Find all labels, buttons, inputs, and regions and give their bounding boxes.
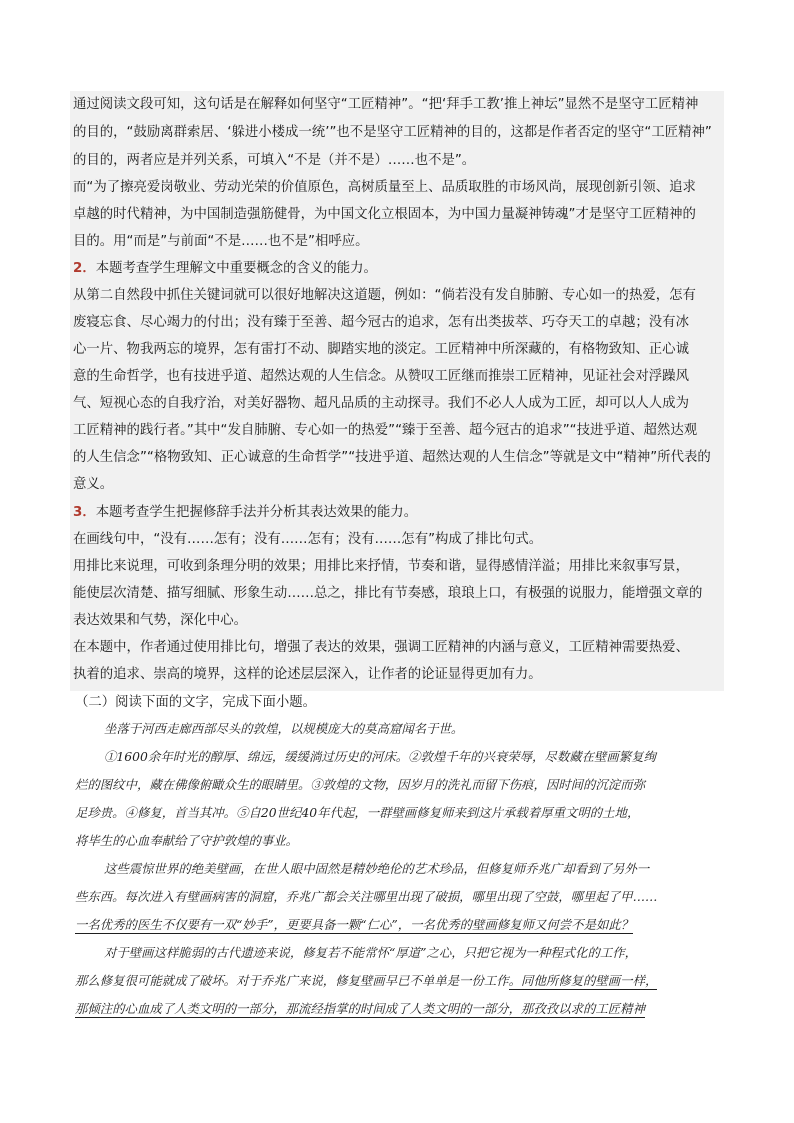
answer-line <box>73 340 689 360</box>
answer-line-text: 表达效果和气势，深化中心。 <box>73 613 248 628</box>
answer-line-text: 心一片、物我两忘的境界，怎有雷打不动、脚踏实地的淡定。工匠精神中所深藏的，有格物致知、正心诚 <box>73 342 689 357</box>
answer-line-text: 的人生信念”“格物致知、正心诚意的生命哲学”“技进乎道、超然达观的人生信念”等就是文中“精神”所代表的 <box>73 450 711 465</box>
answer-line <box>73 367 689 387</box>
underlined-sentence: 一名优秀的医生不仅要有一双“妙手”，更要具备一颗“仁心”，一名优秀的壁画修复师又何尝不是如此？ <box>75 917 634 932</box>
passage-line <box>75 999 645 1019</box>
answer-line <box>73 584 702 604</box>
answer-line <box>73 557 689 577</box>
section-heading: （二）阅读下面的文字，完成下面小题。 <box>75 695 317 710</box>
underlined-sentence: 。同他所修复的壁画一样， <box>508 973 658 988</box>
answer-line-text: 本题考查学生理解文中重要概念的含义的能力。 <box>95 261 377 276</box>
answer-line <box>73 286 696 306</box>
passage-line: 坐落于河西走廊西部尽头的敦煌，以规模庞大的莫高窟闻名于世。 <box>104 721 464 736</box>
passage-line <box>75 971 657 991</box>
answer-line-text: 而“为了擦亮爱岗敬业、劳动光荣的价值原色，高树质量至上、品质取胜的市场风尚，展现创新引领、追求 <box>73 180 696 195</box>
answer-line <box>73 313 689 333</box>
answer-line-text: 卓越的时代精神，为中国制造强筋健骨，为中国文化立根固本，为中国力量凝神铸魂”才是坚守工匠精神的 <box>73 207 696 222</box>
answer-line <box>73 232 369 252</box>
answer-line <box>73 205 696 225</box>
answer-line <box>73 151 475 171</box>
answer-line-text: 工匠精神的践行者。”其中“发自肺腑、专心如一的热爱”“臻于至善、超今冠古的追求”“技进乎道、超然达观 <box>73 423 698 438</box>
question-number: 2． <box>73 261 96 276</box>
answer-line <box>73 530 542 550</box>
question-number: 3． <box>73 505 96 520</box>
answer-line-text: 从第二自然段中抓住关键词就可以很好地解决这道题，例如：“倘若没有发自肺腑、专心如一的热爱，怎有 <box>73 288 696 303</box>
underlined-sentence: 那倾注的心血成了人类文明的一部分，那流经指掌的时间成了人类文明的一部分，那孜孜以求的工匠精神 <box>75 1001 645 1016</box>
answer-line-text: 在画线句中，“没有……怎有；没有……怎有；没有……怎有”构成了排比句式。 <box>73 532 543 547</box>
answer-line <box>73 475 113 495</box>
answer-line-text: 本题考查学生把握修辞手法并分析其表达效果的能力。 <box>95 505 418 520</box>
answer-line <box>73 178 696 198</box>
passage-line: 这些震惊世界的绝美壁画，在世人眼中固然是精妙绝伦的艺术珍品，但修复师乔兆广却看到了另外一 <box>104 861 650 876</box>
answer-line-text: 废寝忘食、尽心竭力的付出；没有臻于至善、超今冠古的追求，怎有出类拔萃、巧夺天工的卓越；没有冰 <box>73 315 689 330</box>
answer-line-text: 的目的，两者应是并列关系，可填入“不是（并不是）……也不是”。 <box>73 153 476 168</box>
answer-line-text: 通过阅读文段可知，这句话是在解释如何坚守“工匠精神”。“把‘拜手工教’推上神坛”显然不是坚守工匠精神 <box>73 97 699 112</box>
answer-line <box>73 421 697 441</box>
answer-line-text: 意义。 <box>73 477 114 492</box>
passage-line: 烂的图纹中，藏在佛像俯瞰众生的眼睛里。③敦煌的文物，因岁月的洗礼而留下伤痕，因时间的沉淀而弥 <box>75 777 645 792</box>
passage-line <box>75 915 633 935</box>
answer-line-text: 用排比来说理，可收到条理分明的效果；用排比来抒情，节奏和谐，显得感情洋溢；用排比来叙事写景， <box>73 559 689 574</box>
answer-line-text: 的目的，“鼓励离群索居、‘躲进小楼成一统’”也不是坚守工匠精神的目的，这都是作者否定的坚守“工匠精神” <box>73 125 712 140</box>
answer-line <box>73 259 377 279</box>
answer-line-text: 气、短视心态的自我疗治，对美好器物、超凡品质的主动探寻。我们不必人人成为工匠，却可以人人成为 <box>73 396 689 411</box>
answer-line <box>73 503 417 523</box>
passage-line: 对于壁画这样脆弱的古代遗迹来说，修复若不能常怀“厚道”之心，只把它视为一种程式化的工作， <box>104 945 638 960</box>
answer-line <box>73 665 542 685</box>
answer-line-text: 执着的追求、崇高的境界，这样的论述层层深入，让作者的论证显得更加有力。 <box>73 667 542 682</box>
answer-line-text: 目的。用“而是”与前面“不是……也不是”相呼应。 <box>73 234 369 249</box>
answer-line <box>73 448 711 468</box>
answer-line <box>73 394 689 414</box>
answer-line-text: 意的生命哲学，也有技进乎道、超然达观的人生信念。从赞叹工匠继而推崇工匠精神，见证社会对浮躁风 <box>73 369 689 384</box>
answer-line <box>73 611 247 631</box>
answer-line <box>73 638 689 658</box>
passage-line: ①1600余年时光的醇厚、绵远，缓缓淌过历史的河床。②敦煌千年的兴衰荣辱，尽数藏在壁画繁复绚 <box>104 749 656 764</box>
answer-line <box>73 123 712 143</box>
passage-line: 将毕生的心血奉献给了守护敦煌的事业。 <box>75 833 299 848</box>
passage-line: 足珍贵。④修复，首当其冲。⑤自20世纪40年代起，一群壁画修复师来到这片承载着厚重文明的土地， <box>75 805 640 820</box>
passage-text: 那么修复很可能就成了破坏。对于乔兆广来说，修复壁画早已不单单是一份工作 <box>75 973 509 988</box>
answer-line <box>73 95 698 115</box>
passage-line: 些东西。每次进入有壁画病害的洞窟，乔兆广都会关注哪里出现了破损，哪里出现了空鼓，哪里起了甲…… <box>75 889 658 904</box>
answer-line-text: 能使层次清楚、描写细腻、形象生动……总之，排比有节奏感，琅琅上口，有极强的说服力，能增强文章的 <box>73 586 703 601</box>
answer-line-text: 在本题中，作者通过使用排比句，增强了表达的效果，强调工匠精神的内涵与意义，工匠精神需要热爱、 <box>73 640 689 655</box>
